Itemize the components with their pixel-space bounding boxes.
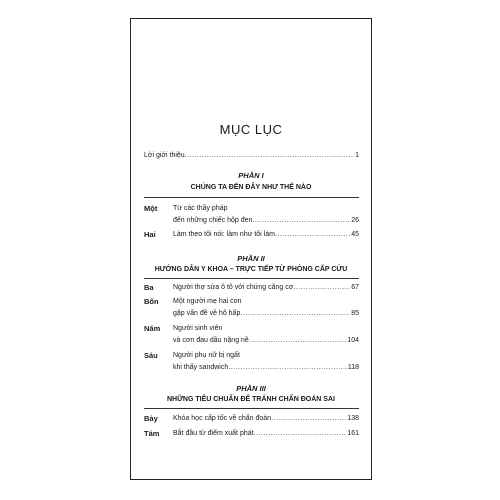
divider [144,278,359,279]
chapter-number: Sáu [144,351,158,360]
part-label: PHẦN II [237,254,265,263]
chapter-number: Ba [144,283,154,292]
entry-page: 1 [355,152,359,159]
part-label: PHẦN I [238,171,264,180]
entry-page: 26 [351,217,359,224]
leader-dots [228,363,347,373]
chapter-number: Năm [144,324,161,333]
chapter-number: Bốn [144,297,159,306]
entry-page: 104 [347,337,359,344]
leader-dots [275,230,350,240]
chapter-line1: Khóa học cấp tốc về chẩn đoán [173,415,272,422]
divider [144,408,359,409]
leader-dots [254,429,347,439]
leader-dots [240,309,350,319]
chapter-line1: Một người mẹ hai con [173,298,242,305]
divider [144,197,359,198]
book-page [130,18,372,480]
chapter-line2: và cơn đau dầu nặng nề [173,337,249,344]
leader-dots [293,283,350,293]
chapter-line1: Làm theo tôi nói: làm như tôi làm [173,231,275,238]
chapter-number: Một [144,204,158,213]
toc-entry-intro [144,151,359,161]
part-title: HƯỚNG DẪN Y KHOA – TRỰC TIẾP TỪ PHÒNG CẤP CỨU [154,266,348,273]
entry-page: 161 [347,430,359,437]
entry-page: 118 [347,364,359,371]
chapter-line2: khi thấy sandwich [173,364,229,371]
chapter-line1: Người sinh viên [173,325,223,332]
leader-dots [185,151,354,161]
entry-page: 67 [351,284,359,291]
chapter-line2: đến những chiếc hộp đen [173,217,253,224]
chapter-line2: gặp vấn đề về hô hấp [173,310,241,317]
entry-page: 138 [347,415,359,422]
chapter-number: Tám [144,429,160,438]
part-title: CHÚNG TA ĐẾN ĐÂY NHƯ THẾ NÀO [190,184,312,191]
leader-dots [252,216,350,226]
chapter-number: Hai [144,230,156,239]
leader-dots [249,336,346,346]
chapter-line1: Bắt đầu từ điểm xuất phát [173,430,254,437]
leader-dots [271,414,346,424]
chapter-line1: Từ các thầy pháp [173,205,228,212]
chapter-line1: Người phụ nữ bị ngất [173,352,240,359]
part-label: PHẦN III [236,384,266,393]
chapter-line1: Người thợ sửa ô tô với chứng căng cơ [173,284,294,291]
entry-label: Lời giới thiệu [144,152,185,159]
entry-page: 45 [351,231,359,238]
entry-page: 85 [351,310,359,317]
part-title: NHỮNG TIÊU CHUẨN ĐỂ TRÁNH CHẨN ĐOÁN SAI [167,396,335,403]
chapter-number: Bảy [144,414,158,423]
page-title: MỤC LỤC [219,122,283,137]
